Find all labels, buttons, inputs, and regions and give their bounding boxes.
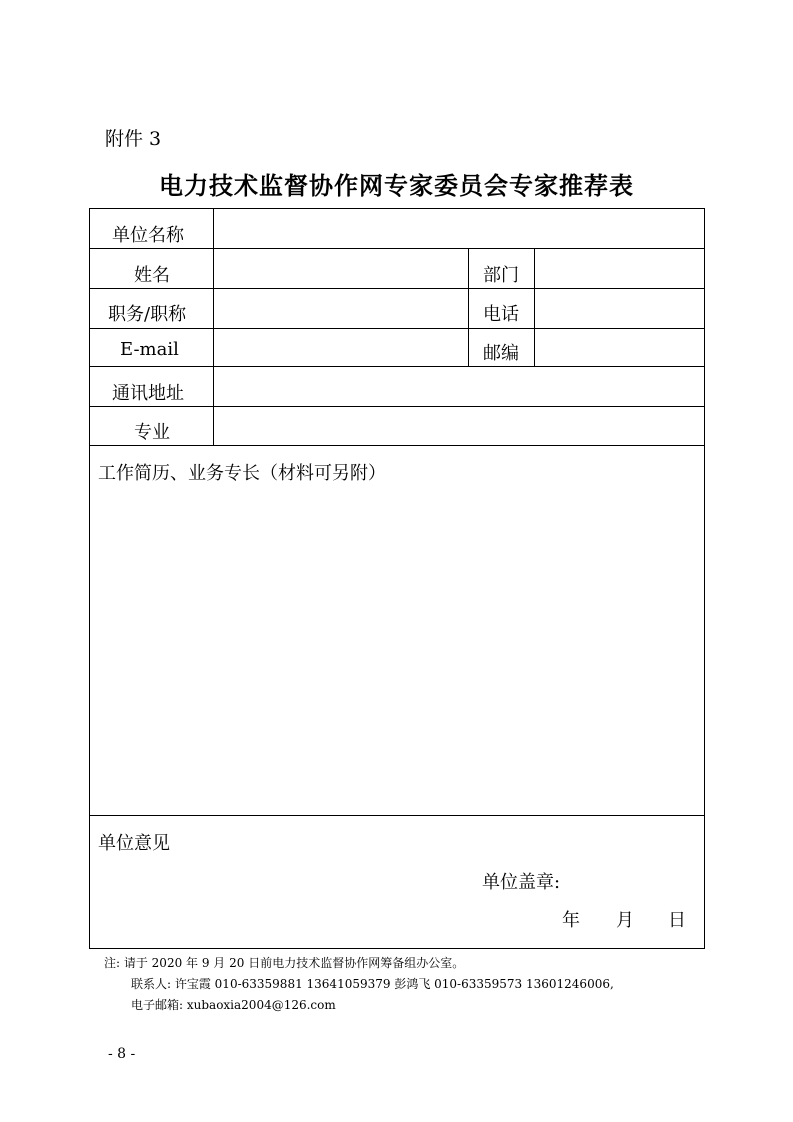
column-divider [213, 209, 214, 445]
resume-field[interactable] [92, 489, 702, 809]
name-field[interactable] [215, 250, 467, 286]
month-label: 月 [616, 910, 634, 931]
row-divider [90, 248, 704, 249]
page-number: - 8 - [108, 1046, 136, 1062]
email-line: 电子邮箱: xubaoxia2004@126.com [131, 998, 336, 1012]
department-field[interactable] [536, 250, 703, 286]
contact-line: 联系人: 许宝霞 010-63359881 13641059379 彭鸿飞 010-63359573 13601246006, [131, 977, 614, 991]
row-divider [90, 406, 704, 407]
unit-name-label: 单位名称 [112, 225, 184, 246]
address-label: 通讯地址 [112, 383, 184, 404]
phone-label: 电话 [483, 304, 519, 325]
email-label: E-mail [120, 339, 179, 360]
row-divider [90, 288, 704, 289]
name-label: 姓名 [134, 265, 170, 286]
position-field[interactable] [215, 290, 467, 326]
row-divider [90, 366, 704, 367]
year-label: 年 [562, 910, 580, 931]
column-divider [534, 248, 535, 366]
specialty-label: 专业 [134, 422, 170, 443]
opinion-field[interactable] [92, 857, 472, 943]
postcode-label: 邮编 [483, 343, 519, 364]
attachment-label: 附件 3 [105, 128, 162, 150]
unit-name-field[interactable] [215, 211, 703, 247]
day-label: 日 [668, 910, 686, 931]
position-label: 职务/职称 [108, 304, 187, 325]
form-title: 电力技术监督协作网专家委员会专家推荐表 [159, 172, 634, 200]
row-divider [90, 328, 704, 329]
specialty-field[interactable] [215, 408, 703, 444]
postcode-field[interactable] [536, 330, 703, 366]
recommendation-form [89, 208, 705, 949]
column-divider [468, 248, 469, 366]
department-label: 部门 [483, 265, 519, 286]
seal-label: 单位盖章: [482, 872, 561, 893]
address-field[interactable] [215, 368, 703, 404]
row-divider [90, 445, 704, 446]
row-divider [90, 815, 704, 816]
resume-label: 工作简历、业务专长（材料可另附） [98, 463, 386, 484]
opinion-label: 单位意见 [98, 833, 170, 854]
email-field[interactable] [215, 330, 467, 366]
note-line: 注: 请于 2020 年 9 月 20 日前电力技术监督协作网筹备组办公室。 [104, 956, 465, 970]
phone-field[interactable] [536, 290, 703, 326]
